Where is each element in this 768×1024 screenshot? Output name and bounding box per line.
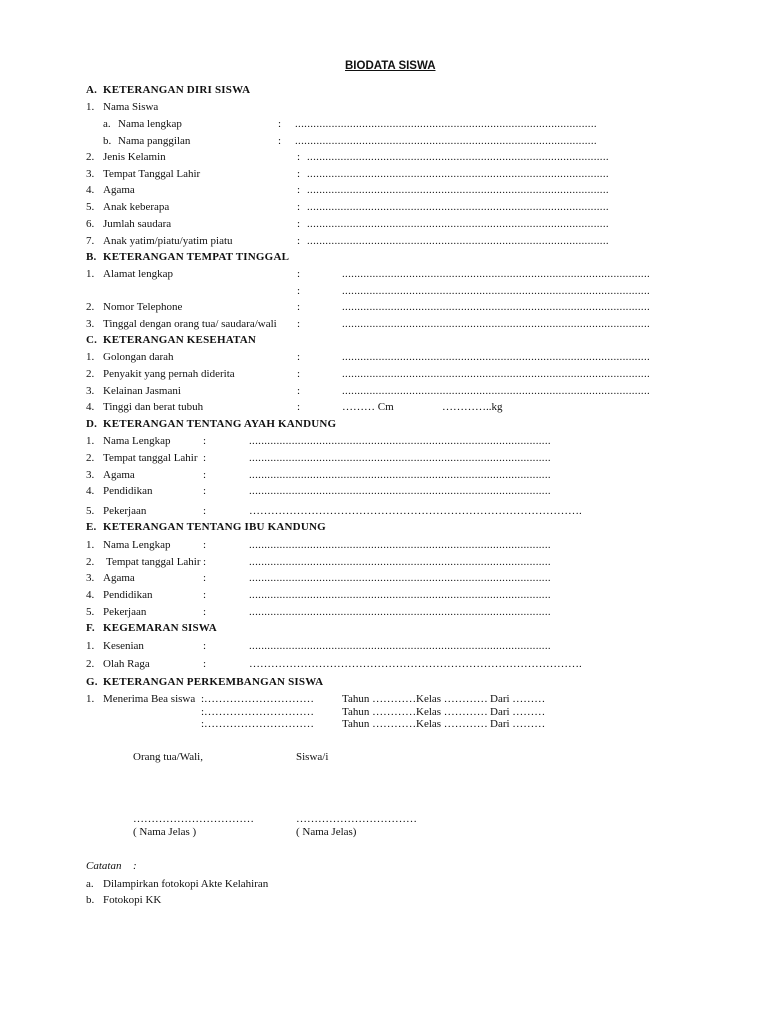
c-num-2: 2. (86, 368, 95, 380)
d-label-ttl: Tempat tanggal Lahir (103, 452, 198, 464)
ayah-nama-field[interactable]: ................................................................................................... (249, 435, 551, 447)
section-c-letter: C. (86, 334, 98, 346)
d-label-agama: Agama (103, 469, 135, 481)
f-num-2: 2. (86, 658, 95, 670)
colon: : (297, 285, 301, 297)
a-num-7: 7. (86, 235, 95, 247)
d-num-2: 2. (86, 452, 95, 464)
berat-kg-field[interactable]: …………..kg (442, 401, 503, 413)
kelainan-field[interactable]: ..................................................................................................... (342, 385, 651, 397)
c-num-4: 4. (86, 401, 95, 413)
ayah-pendidikan-field[interactable]: ................................................................................................... (249, 485, 551, 497)
olah-raga-field[interactable]: ………………………………………………………………………………. (249, 658, 582, 670)
e-label-agama: Agama (103, 572, 135, 584)
e-label-nama: Nama Lengkap (103, 539, 171, 551)
colon: : (203, 452, 207, 464)
tinggi-cm-field[interactable]: ……… Cm (342, 401, 394, 413)
section-a-title: KETERANGAN DIRI SISWA (103, 84, 251, 96)
alamat-field-1[interactable]: ..................................................................................................... (342, 268, 651, 280)
bea-siswa-row-3[interactable]: :………………………… (201, 718, 315, 730)
colon: : (203, 556, 207, 568)
jenis-kelamin-field[interactable]: ................................................................................................... (307, 151, 609, 163)
colon: : (297, 218, 301, 230)
colon: : (297, 201, 301, 213)
d-num-5: 5. (86, 505, 95, 517)
ayah-agama-field[interactable]: ................................................................................................... (249, 469, 551, 481)
f-label-kesenian: Kesenian (103, 640, 144, 652)
ibu-agama-field[interactable]: ................................................................................................... (249, 572, 551, 584)
colon: : (297, 351, 301, 363)
d-num-3: 3. (86, 469, 95, 481)
ibu-pendidikan-field[interactable]: ................................................................................................... (249, 589, 551, 601)
page-title: BIODATA SISWA (345, 60, 436, 72)
d-label-pekerjaan: Pekerjaan (103, 505, 147, 517)
golongan-darah-field[interactable]: ..................................................................................................... (342, 351, 651, 363)
ttl-field[interactable]: ................................................................................................... (307, 168, 609, 180)
e-label-pekerjaan: Pekerjaan (103, 606, 147, 618)
colon: : (278, 118, 282, 130)
signature-student-line[interactable]: …………………………… (296, 813, 417, 825)
colon: : (203, 539, 207, 551)
section-c-title: KETERANGAN KESEHATAN (103, 334, 257, 346)
a-num-4: 4. (86, 184, 95, 196)
b-num-3: 3. (86, 318, 95, 330)
bea-siswa-row-2[interactable]: :………………………… (201, 706, 315, 718)
a-num-2: 2. (86, 151, 95, 163)
colon: : (297, 401, 301, 413)
colon: : (297, 235, 301, 247)
a-label-anak-keberapa: Anak keberapa (103, 201, 170, 213)
c-num-1: 1. (86, 351, 95, 363)
a-num-1: 1. (86, 101, 95, 113)
a-label-nama-panggilan: Nama panggilan (118, 135, 191, 147)
a-label-jumlah-saudara: Jumlah saudara (103, 218, 172, 230)
section-f-title: KEGEMARAN SISWA (103, 622, 217, 634)
note-a-text: Dilampirkan fotokopi Akte Kelahiran (103, 878, 269, 890)
nama-panggilan-field[interactable]: ................................................................................................... (295, 135, 597, 147)
colon: : (203, 505, 207, 517)
dari-field-2[interactable]: Dari ……… (490, 706, 546, 718)
section-g-title: KETERANGAN PERKEMBANGAN SISWA (103, 676, 324, 688)
c-num-3: 3. (86, 385, 95, 397)
ibu-ttl-field[interactable]: ................................................................................................... (249, 556, 551, 568)
a-label-nama-lengkap: Nama lengkap (118, 118, 182, 130)
agama-field[interactable]: ................................................................................................... (307, 184, 609, 196)
colon: : (203, 640, 207, 652)
e-label-pendidikan: Pendidikan (103, 589, 153, 601)
f-num-1: 1. (86, 640, 95, 652)
kelas-field-3[interactable]: Kelas ………… (416, 718, 488, 730)
nama-lengkap-field[interactable]: ................................................................................................... (295, 118, 597, 130)
telephone-field[interactable]: ..................................................................................................... (342, 301, 651, 313)
e-num-5: 5. (86, 606, 95, 618)
a-label-nama-siswa: Nama Siswa (103, 101, 159, 113)
tahun-field-2[interactable]: Tahun ………… (342, 706, 417, 718)
b-label-alamat: Alamat lengkap (103, 268, 173, 280)
note-b-letter: b. (86, 894, 95, 906)
d-label-nama: Nama Lengkap (103, 435, 171, 447)
kelas-field-1[interactable]: Kelas ………… (416, 693, 488, 705)
b-num-1: 1. (86, 268, 95, 280)
ibu-nama-field[interactable]: ................................................................................................... (249, 539, 551, 551)
g-label-bea-siswa: Menerima Bea siswa (103, 693, 196, 705)
section-g-letter: G. (86, 676, 98, 688)
b-num-2: 2. (86, 301, 95, 313)
notes-heading: Catatan (86, 860, 122, 872)
ayah-pekerjaan-field[interactable]: ………………………………………………………………………………. (249, 505, 582, 517)
e-label-ttl: Tempat tanggal Lahir (106, 556, 201, 568)
section-b-title: KETERANGAN TEMPAT TINGGAL (103, 251, 290, 263)
e-num-4: 4. (86, 589, 95, 601)
colon: : (203, 572, 207, 584)
signature-parent-line[interactable]: …………………………… (133, 813, 254, 825)
alamat-field-2[interactable]: ..................................................................................................... (342, 285, 651, 297)
e-num-1: 1. (86, 539, 95, 551)
a-label-agama: Agama (103, 184, 135, 196)
c-label-golongan-darah: Golongan darah (103, 351, 174, 363)
colon: : (297, 368, 301, 380)
e-num-2: 2. (86, 556, 95, 568)
g-num-1: 1. (86, 693, 95, 705)
a-sub-b: b. (103, 135, 112, 147)
notes-colon: : (133, 860, 137, 872)
colon: : (203, 606, 207, 618)
signature-parent-label: Orang tua/Wali, (133, 751, 203, 763)
colon: : (203, 435, 207, 447)
ibu-pekerjaan-field[interactable]: ................................................................................................... (249, 606, 551, 618)
section-d-letter: D. (86, 418, 98, 430)
section-e-title: KETERANGAN TENTANG IBU KANDUNG (103, 521, 326, 533)
dari-field-1[interactable]: Dari ……… (490, 693, 546, 705)
colon: : (203, 658, 207, 670)
colon: : (203, 589, 207, 601)
c-label-penyakit: Penyakit yang pernah diderita (103, 368, 235, 380)
dari-field-3[interactable]: Dari ……… (490, 718, 546, 730)
colon: : (297, 301, 301, 313)
signature-student-name: ( Nama Jelas) (296, 826, 357, 838)
colon: : (203, 469, 207, 481)
b-label-telephone: Nomor Telephone (103, 301, 183, 313)
a-num-6: 6. (86, 218, 95, 230)
tinggal-field[interactable]: ..................................................................................................... (342, 318, 651, 330)
d-label-pendidikan: Pendidikan (103, 485, 153, 497)
bea-siswa-row-1[interactable]: :………………………… (201, 693, 315, 705)
ayah-ttl-field[interactable]: ................................................................................................... (249, 452, 551, 464)
anak-keberapa-field[interactable]: ................................................................................................... (307, 201, 609, 213)
colon: : (203, 485, 207, 497)
section-d-title: KETERANGAN TENTANG AYAH KANDUNG (103, 418, 337, 430)
a-num-3: 3. (86, 168, 95, 180)
colon: : (297, 385, 301, 397)
d-num-4: 4. (86, 485, 95, 497)
signature-student-label: Siswa/i (296, 751, 329, 763)
a-label-yatim: Anak yatim/piatu/yatim piatu (103, 235, 233, 247)
e-num-3: 3. (86, 572, 95, 584)
section-f-letter: F. (86, 622, 95, 634)
tahun-field-3[interactable]: Tahun ………… (342, 718, 417, 730)
jumlah-saudara-field[interactable]: ................................................................................................... (307, 218, 609, 230)
section-b-letter: B. (86, 251, 97, 263)
colon: : (297, 268, 301, 280)
signature-parent-name: ( Nama Jelas ) (133, 826, 197, 838)
a-num-5: 5. (86, 201, 95, 213)
colon: : (297, 184, 301, 196)
section-a-letter: A. (86, 84, 98, 96)
kelas-field-2[interactable]: Kelas ………… (416, 706, 488, 718)
colon: : (297, 168, 301, 180)
note-a-letter: a. (86, 878, 94, 890)
a-label-ttl: Tempat Tanggal Lahir (103, 168, 201, 180)
kesenian-field[interactable]: ................................................................................................... (249, 640, 551, 652)
note-b-text: Fotokopi KK (103, 894, 162, 906)
yatim-field[interactable]: ................................................................................................... (307, 235, 609, 247)
penyakit-field[interactable]: ..................................................................................................... (342, 368, 651, 380)
colon: : (278, 135, 282, 147)
f-label-olah-raga: Olah Raga (103, 658, 150, 670)
section-e-letter: E. (86, 521, 97, 533)
c-label-kelainan: Kelainan Jasmani (103, 385, 181, 397)
a-label-jenis-kelamin: Jenis Kelamin (103, 151, 166, 163)
colon: : (297, 318, 301, 330)
a-sub-a: a. (103, 118, 111, 130)
tahun-field-1[interactable]: Tahun ………… (342, 693, 417, 705)
c-label-tinggi-berat: Tinggi dan berat tubuh (103, 401, 204, 413)
colon: : (297, 151, 301, 163)
b-label-tinggal: Tinggal dengan orang tua/ saudara/wali (103, 318, 277, 330)
d-num-1: 1. (86, 435, 95, 447)
